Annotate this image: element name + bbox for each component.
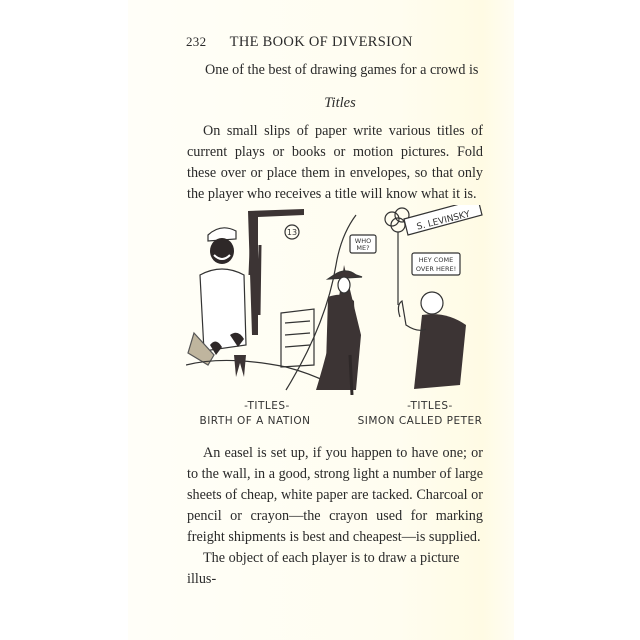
cartoon-illustration [186, 205, 486, 395]
running-title: THE BOOK OF DIVERSION [229, 34, 413, 50]
speech-bubble-hey: HEY COME [418, 256, 454, 264]
shop-sign: S. LEVINSKY [415, 209, 472, 233]
running-header [186, 34, 486, 51]
left-door-number [287, 228, 297, 237]
svg-text:13: 13 [286, 228, 298, 237]
paragraph-1 [187, 121, 483, 205]
paragraph-2-block [187, 443, 483, 590]
left-caption-title: BIRTH OF A NATION [199, 415, 311, 427]
speech-bubble-who-me: WHO [354, 237, 372, 245]
paragraph-2-text: An easel is set up, if you happen to have one; or to the wall, in a good, strong light a number of large sheets of cheap, white paper are tacked. Charcoal or pencil or crayon—the crayon used for marking freight shipments is best and cheapest—is supplied. [187, 445, 483, 545]
page-number: 232 [186, 34, 207, 49]
intro-line: One of the best of drawing games for a crowd is [205, 62, 479, 78]
section-title: Titles [324, 95, 356, 111]
right-caption-title: SIMON CALLED PETER [357, 415, 483, 427]
right-panel-drawing [326, 205, 482, 395]
speech-bubble-who-me-2: ME? [356, 244, 370, 252]
paragraph-1-text: On small slips of paper write various titles of current plays or books or motion pictures. Fold these over or place them in envelopes, so that only the player who receives a title will know what it is. [187, 123, 483, 202]
right-caption-label: -TITLES- [407, 400, 453, 412]
left-caption-label: -TITLES- [244, 400, 290, 412]
paragraph-3-text: The object of each player is to draw a picture illus- [187, 550, 460, 587]
speech-bubble-hey-2: OVER HERE! [415, 265, 457, 273]
